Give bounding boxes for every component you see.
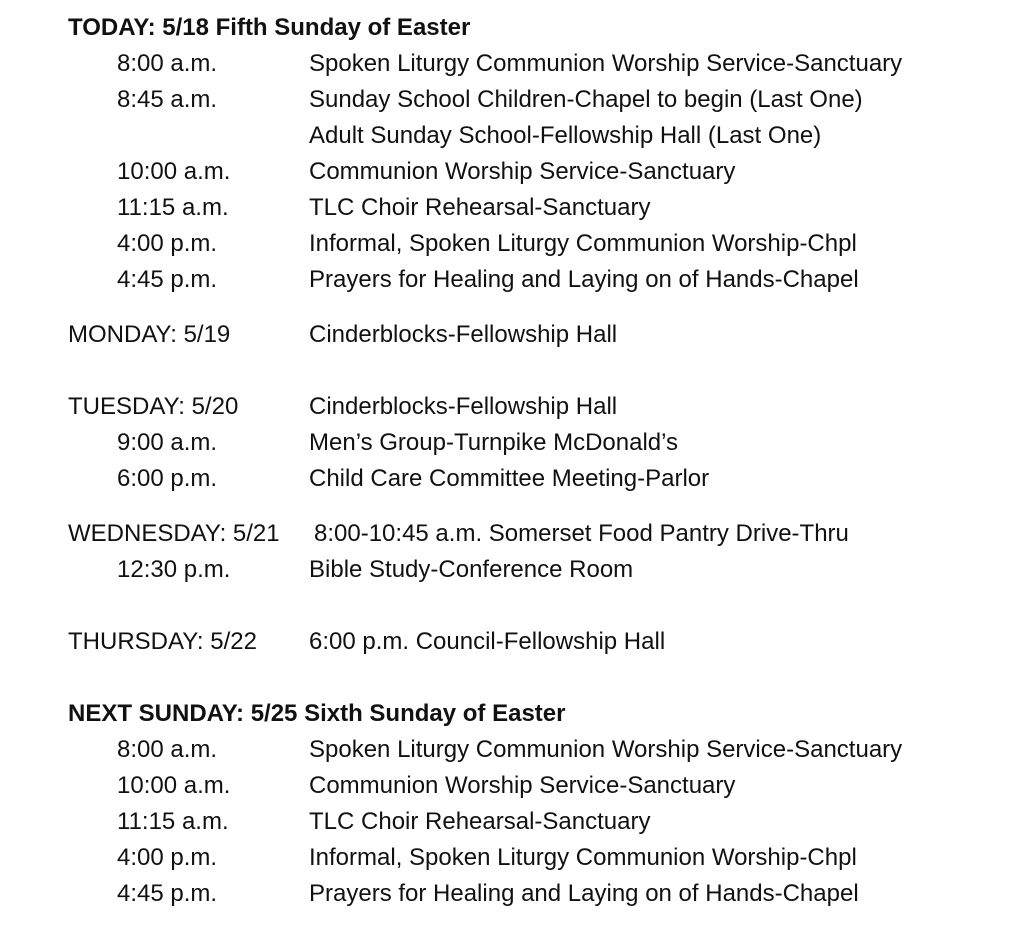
today-event-4: Communion Worship Service-Sanctuary [309,158,736,185]
today-time-7: 4:45 p.m. [117,266,218,293]
next-sunday-event-2: Communion Worship Service-Sanctuary [309,772,736,799]
today-event-7: Prayers for Healing and Laying on of Hands-Chapel [309,266,859,293]
next-sunday-time-1: 8:00 a.m. [117,736,218,763]
today-time-2: 8:45 a.m. [117,86,218,113]
thursday-day: THURSDAY: 5/22 [68,628,257,655]
today-event-6: Informal, Spoken Liturgy Communion Worship-Chpl [309,230,857,257]
tuesday-event-1: Men’s Group-Turnpike McDonald’s [309,429,679,456]
today-event-3: Adult Sunday School-Fellowship Hall (Last One) [309,122,822,149]
wednesday-event-1: Bible Study-Conference Room [309,556,634,583]
monday-day: MONDAY: 5/19 [68,321,231,348]
tuesday-time-2: 6:00 p.m. [117,465,218,492]
tuesday-event: Cinderblocks-Fellowship Hall [309,393,618,420]
today-time-1: 8:00 a.m. [117,50,218,77]
next-sunday-event-4: Informal, Spoken Liturgy Communion Worship-Chpl [309,844,857,871]
today-event-5: TLC Choir Rehearsal-Sanctuary [309,194,651,221]
tuesday-event-2: Child Care Committee Meeting-Parlor [309,465,710,492]
today-header: TODAY: 5/18 Fifth Sunday of Easter [68,14,471,41]
next-sunday-event-1: Spoken Liturgy Communion Worship Service-Sanctuary [309,736,903,763]
wednesday-event: 8:00-10:45 a.m. Somerset Food Pantry Drive-Thru [314,520,849,547]
tuesday-time-1: 9:00 a.m. [117,429,218,456]
today-event-2: Sunday School Children-Chapel to begin (Last One) [309,86,863,113]
next-sunday-time-5: 4:45 p.m. [117,880,218,907]
next-sunday-header: NEXT SUNDAY: 5/25 Sixth Sunday of Easter [68,700,566,727]
today-event-1: Spoken Liturgy Communion Worship Service-Sanctuary [309,50,903,77]
next-sunday-time-3: 11:15 a.m. [117,808,229,835]
today-time-6: 4:00 p.m. [117,230,218,257]
today-time-4: 10:00 a.m. [117,158,231,185]
wednesday-time-1: 12:30 p.m. [117,556,231,583]
tuesday-day: TUESDAY: 5/20 [68,393,239,420]
thursday-event: 6:00 p.m. Council-Fellowship Hall [309,628,666,655]
next-sunday-time-2: 10:00 a.m. [117,772,231,799]
next-sunday-event-3: TLC Choir Rehearsal-Sanctuary [309,808,651,835]
today-time-5: 11:15 a.m. [117,194,229,221]
wednesday-day: WEDNESDAY: 5/21 [68,520,280,547]
next-sunday-event-5: Prayers for Healing and Laying on of Hands-Chapel [309,880,859,907]
monday-event: Cinderblocks-Fellowship Hall [309,321,618,348]
next-sunday-time-4: 4:00 p.m. [117,844,218,871]
